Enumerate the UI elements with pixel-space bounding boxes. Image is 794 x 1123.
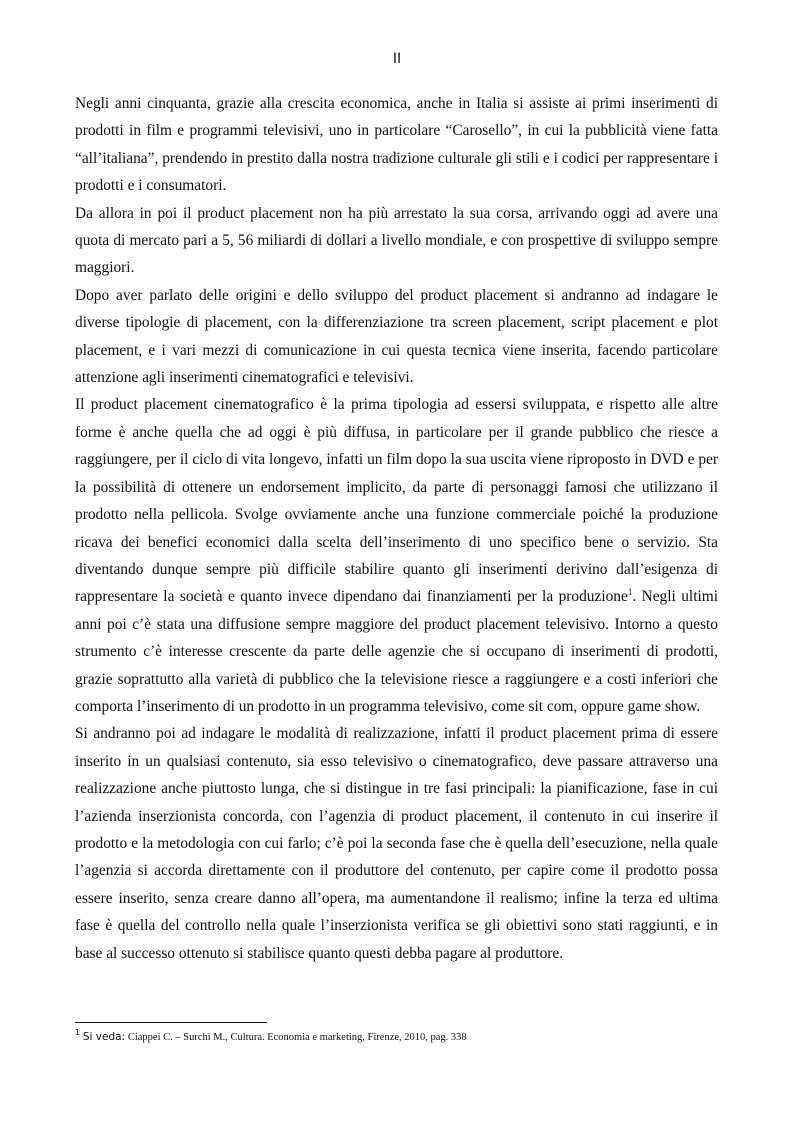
footnote-source: Ciappei C. – Surchi M., Cultura. Economia e marketing, Firenze, 2010, pag. 338 [127,1032,467,1043]
body-text [75,90,718,967]
footnote-reference: 1 [627,587,633,598]
footnote-mark: 1 [75,1028,81,1037]
footnote [75,1029,718,1046]
paragraph-5: Si andranno poi ad indagare le modalità di realizzazione, infatti il product placement prima di essere inserito in un qualsiasi contenuto, sia esso televisivo o cinematografico, deve passare attraverso una realizzazione anche piuttosto lunga, che si distingue in tre fasi principali: la pianificazione, fase in cui l’azienda inserzionista concorda, con l’agenzia di product placement, il contenuto in cui inserire il prodotto e la metodologia con cui farlo; c’è poi la seconda fase che è quella dell’esecuzione, nella quale l’agenzia si accorda direttamente con il produttore del contenuto, per capire come il prodotto possa essere inserito, senza creare danno all’opera, ma aumentandone il realismo; infine la terza ed ultima fase è quella del controllo nella quale l’inserzionista verifica se gli obiettivi sono stati raggiunti, e in base al successo ottenuto si stabilisce quanto questi debba pagare al produttore. [75,725,718,962]
paragraph-2: Da allora in poi il product placement non ha più arrestato la sua corsa, arrivando oggi ad avere una quota di mercato pari a 5, 56 miliardi di dollari a livello mondiale, e con prospettive di sviluppo sempre maggiori. [75,204,718,277]
paragraph-4-text-after: . Negli ultimi anni poi c’è stata una diffusione sempre maggiore del product placement televisivo. Intorno a questo strumento c’è interesse crescente da parte delle agenzie che si occupano di inserimenti di prodotti, grazie soprattutto alla varietà di pubblico che la televisione riesce a raggiungere e a costi inferiori che comporta l’inserimento di un prodotto in un programma televisivo, come sit com, oppure game show. [75,588,718,715]
paragraph-1: Negli anni cinquanta, grazie alla crescita economica, anche in Italia si assiste ai primi inserimenti di prodotti in film e programmi televisivi, uno in particolare “Carosello”, in cui la pubblicità viene fatta “all’italiana”, prendendo in prestito dalla nostra tradizione culturale gli stili e i codici per rappresentare i prodotti e i consumatori. [75,95,718,195]
paragraph-3: Dopo aver parlato delle origini e dello sviluppo del product placement si andranno ad indagare le diverse tipologie di placement, con la differenziazione tra screen placement, script placement e plot placement, e i vari mezzi di comunicazione in cui questa tecnica viene inserita, facendo particolare attenzione agli inserimenti cinematografici e televisivi. [75,286,718,387]
footnote-prefix: Si veda: [82,1031,126,1043]
page-number: II [392,51,402,67]
paragraph-4-text-before: Il product placement cinematografico è la prima tipologia ad essersi sviluppata, e rispetto alle altre forme è anche quella che ad oggi è più diffusa, in particolare per il grande pubblico che riesce a raggiungere, per il ciclo di vita longevo, infatti un film dopo la sua uscita viene riproposto in DVD e per la possibilità di ottenere un endorsement implicito, da parte di personaggi famosi che utilizzano il prodotto nella pellicola. Svolge ovviamente anche una funzione commerciale poiché la produzione ricava dei benefici economici dalla scelta dell’inserimento di uno specifico bene o servizio. Sta diventando dunque sempre più difficile stabilire quanto gli inserimenti derivino dall’esigenza di rappresentare la società e quanto invece dipendano dai finanziamenti per la produzione [75,396,718,606]
footnote-divider [75,1022,267,1023]
paragraph-4 [75,391,718,720]
